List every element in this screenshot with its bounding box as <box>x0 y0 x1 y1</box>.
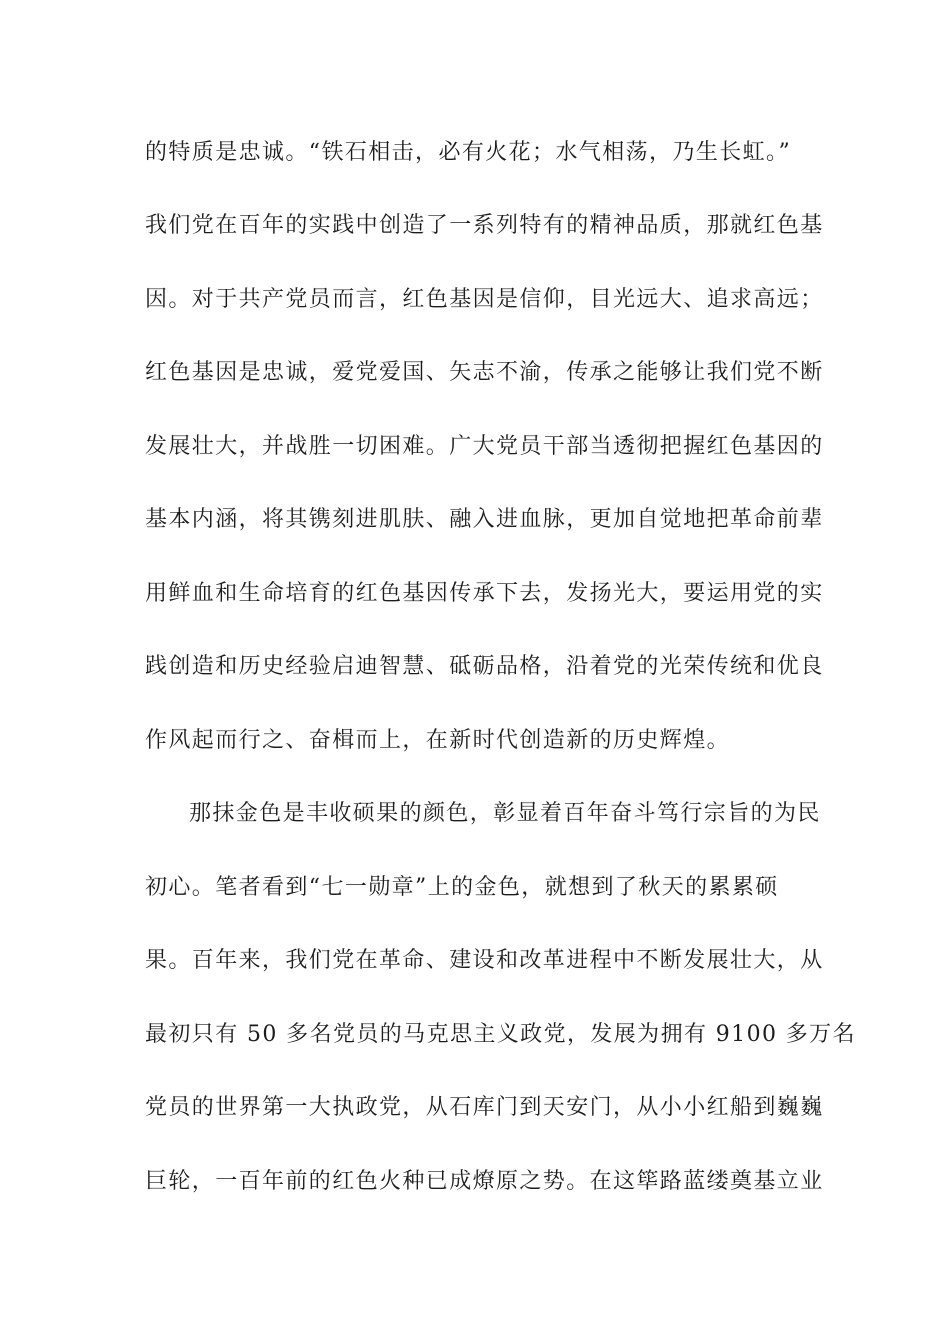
text-line-4: 红色基因是忠诚，爱党爱国、矢志不渝，传承之能够让我们党不断 <box>145 360 824 385</box>
text-line-2: 我们党在百年的实践中创造了一系列特有的精神品质，那就红色基 <box>145 213 824 238</box>
text-line-1: 的特质是忠诚。“铁石相击，必有火花；水气相荡，乃生长虹。” <box>145 140 792 165</box>
paragraph-start-line: 那抹金色是丰收硕果的颜色，彰显着百年奋斗笃行宗旨的为民 <box>189 801 821 826</box>
text-line-13: 最初只有 50 多名党员的马克思主义政党，发展为拥有 9100 多万名 <box>145 1022 856 1047</box>
text-line-6: 基本内涵，将其镌刻进肌肤、融入进血脉，更加自觉地把革命前辈 <box>145 507 824 532</box>
text-line-12: 果。百年来，我们党在革命、建设和改革进程中不断发展壮大，从 <box>145 948 824 973</box>
text-line-14: 党员的世界第一大执政党，从石库门到天安门，从小小红船到巍巍 <box>145 1095 824 1120</box>
text-line-5: 发展壮大，并战胜一切困难。广大党员干部当透彻把握红色基因的 <box>145 434 824 459</box>
text-line-11: 初心。笔者看到“七一勋章”上的金色，就想到了秋天的累累硕 <box>145 875 779 900</box>
text-line-7: 用鲜血和生命培育的红色基因传承下去，发扬光大，要运用党的实 <box>145 581 824 606</box>
text-line-8: 践创造和历史经验启迪智慧、砥砺品格，沿着党的光荣传统和优良 <box>145 654 824 679</box>
text-line-9: 作风起而行之、奋楫而上，在新时代创造新的历史辉煌。 <box>145 728 731 753</box>
text-line-3: 因。对于共产党员而言，红色基因是信仰，目光远大、追求高远； <box>145 287 824 312</box>
text-line-15: 巨轮，一百年前的红色火种已成燎原之势。在这筚路蓝缕奠基立业 <box>145 1169 824 1194</box>
